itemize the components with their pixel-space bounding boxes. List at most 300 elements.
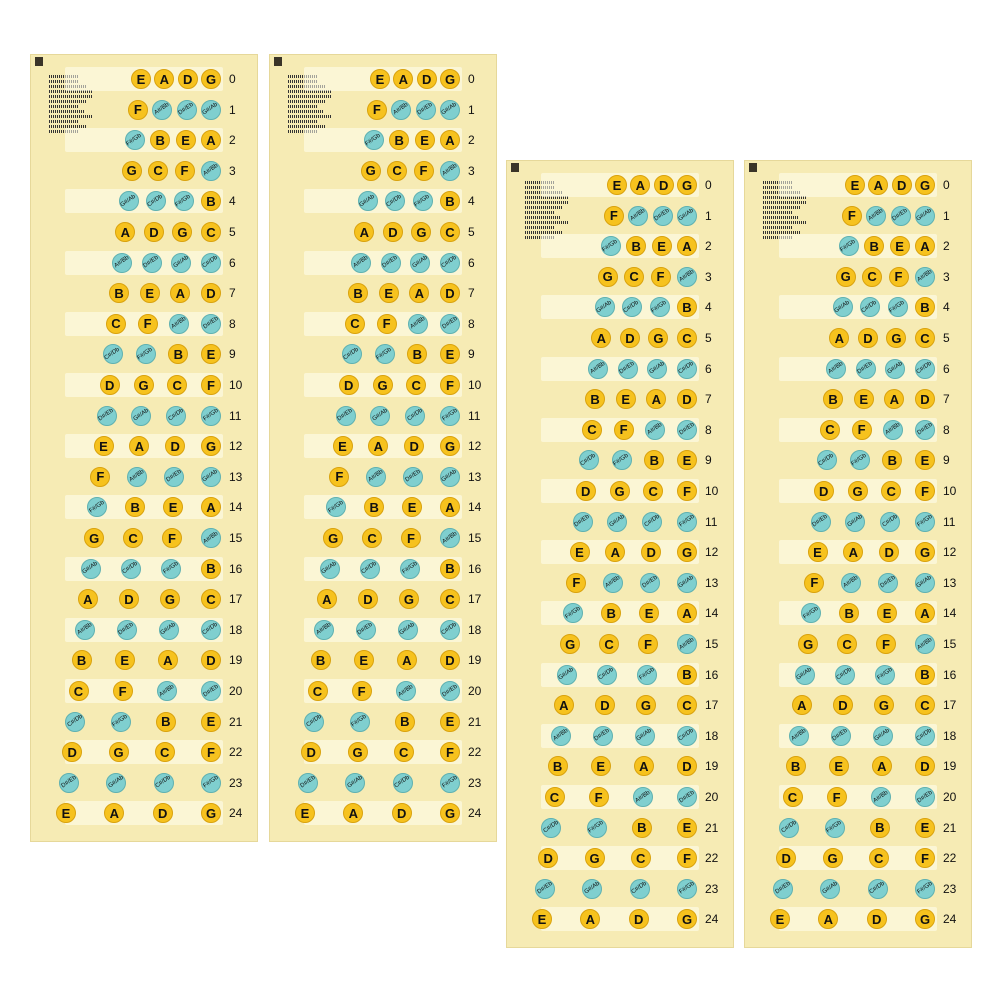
- accidental-note-sticker: G#/Ab: [171, 253, 191, 273]
- natural-note-sticker: G: [677, 542, 697, 562]
- natural-note-sticker: E: [854, 389, 874, 409]
- fret-row: [541, 785, 699, 809]
- accidental-note-sticker: F#/Gb: [350, 712, 370, 732]
- natural-note-sticker: D: [892, 175, 912, 195]
- accidental-note-sticker: D#/Eb: [177, 100, 197, 120]
- accidental-note-sticker: C#/Db: [835, 665, 855, 685]
- accidental-note-sticker: D#/Eb: [142, 253, 162, 273]
- natural-note-sticker: G: [915, 542, 935, 562]
- natural-note-sticker: E: [607, 175, 627, 195]
- natural-note-sticker: D: [404, 436, 424, 456]
- natural-note-sticker: C: [123, 528, 143, 548]
- fret-number: 17: [705, 698, 719, 713]
- accidental-note-sticker: A#/Bb: [866, 206, 886, 226]
- accidental-note-sticker: G#/Ab: [845, 512, 865, 532]
- natural-note-sticker: D: [677, 756, 697, 776]
- accidental-note-sticker: A#/Bb: [440, 528, 460, 548]
- fretboard-sticker-sheet: [744, 160, 972, 948]
- natural-note-sticker: G: [677, 175, 697, 195]
- accidental-note-sticker: G#/Ab: [320, 559, 340, 579]
- fret-number: 19: [943, 759, 957, 774]
- accidental-note-sticker: C#/Db: [342, 344, 362, 364]
- natural-note-sticker: C: [440, 222, 460, 242]
- fret-number: 0: [705, 178, 712, 192]
- natural-note-sticker: G: [399, 589, 419, 609]
- natural-note-sticker: D: [383, 222, 403, 242]
- natural-note-sticker: F: [889, 267, 909, 287]
- accidental-note-sticker: F#/Gb: [888, 297, 908, 317]
- fret-number: 14: [943, 606, 957, 621]
- natural-note-sticker: B: [601, 603, 621, 623]
- natural-note-sticker: E: [131, 69, 151, 89]
- accidental-note-sticker: D#/Eb: [593, 726, 613, 746]
- fret-number: 18: [468, 622, 482, 637]
- natural-note-sticker: A: [677, 236, 697, 256]
- natural-note-sticker: F: [677, 848, 697, 868]
- natural-note-sticker: A: [630, 175, 650, 195]
- natural-note-sticker: C: [167, 375, 187, 395]
- fret-row: [779, 846, 937, 870]
- natural-note-sticker: B: [395, 712, 415, 732]
- accidental-note-sticker: A#/Bb: [152, 100, 172, 120]
- natural-note-sticker: B: [786, 756, 806, 776]
- natural-note-sticker: F: [638, 634, 658, 654]
- fret-row: [541, 295, 699, 319]
- natural-note-sticker: F: [367, 100, 387, 120]
- fret-number: 24: [705, 912, 719, 927]
- natural-note-sticker: E: [140, 283, 160, 303]
- fret-number: 16: [943, 667, 957, 682]
- natural-note-sticker: D: [858, 328, 878, 348]
- fret-number: 10: [943, 484, 957, 498]
- accidental-note-sticker: G#/Ab: [410, 253, 430, 273]
- accidental-note-sticker: D#/Eb: [856, 359, 876, 379]
- natural-note-sticker: C: [362, 528, 382, 548]
- natural-note-sticker: G: [874, 695, 894, 715]
- natural-note-sticker: C: [155, 742, 175, 762]
- accidental-note-sticker: G#/Ab: [647, 359, 667, 379]
- natural-note-sticker: A: [829, 328, 849, 348]
- natural-note-sticker: C: [599, 634, 619, 654]
- accidental-note-sticker: C#/Db: [779, 818, 799, 838]
- fret-number: 7: [468, 286, 475, 301]
- natural-note-sticker: E: [591, 756, 611, 776]
- fret-number: 8: [229, 316, 236, 331]
- natural-note-sticker: A: [440, 130, 460, 150]
- natural-note-sticker: E: [677, 450, 697, 470]
- accidental-note-sticker: F#/Gb: [915, 879, 935, 899]
- natural-note-sticker: B: [864, 236, 884, 256]
- accidental-note-sticker: A#/Bb: [201, 528, 221, 548]
- accidental-note-sticker: F#/Gb: [364, 130, 384, 150]
- accidental-note-sticker: F#/Gb: [440, 406, 460, 426]
- natural-note-sticker: B: [632, 818, 652, 838]
- accidental-note-sticker: A#/Bb: [127, 467, 147, 487]
- natural-note-sticker: F: [827, 787, 847, 807]
- natural-note-sticker: F: [589, 787, 609, 807]
- natural-note-sticker: A: [397, 650, 417, 670]
- natural-note-sticker: A: [115, 222, 135, 242]
- natural-note-sticker: D: [814, 481, 834, 501]
- fret-number: 9: [943, 453, 950, 468]
- fret-row: [304, 679, 462, 703]
- fret-number: 1: [705, 208, 712, 223]
- accidental-note-sticker: A#/Bb: [588, 359, 608, 379]
- sheet-tab: [749, 163, 757, 172]
- natural-note-sticker: F: [128, 100, 148, 120]
- natural-note-sticker: D: [440, 283, 460, 303]
- accidental-note-sticker: C#/Db: [630, 879, 650, 899]
- fret-number: 11: [943, 514, 956, 529]
- fret-number: 19: [229, 653, 243, 668]
- natural-note-sticker: F: [566, 573, 586, 593]
- natural-note-sticker: E: [354, 650, 374, 670]
- natural-note-sticker: C: [545, 787, 565, 807]
- natural-note-sticker: D: [119, 589, 139, 609]
- natural-note-sticker: G: [109, 742, 129, 762]
- natural-note-sticker: G: [440, 803, 460, 823]
- natural-note-sticker: C: [915, 695, 935, 715]
- accidental-note-sticker: G#/Ab: [201, 100, 221, 120]
- fret-number: 23: [468, 775, 482, 790]
- natural-note-sticker: A: [634, 756, 654, 776]
- natural-note-sticker: C: [837, 634, 857, 654]
- fret-number: 21: [229, 714, 243, 729]
- natural-note-sticker: D: [62, 742, 82, 762]
- fret-number: 3: [705, 269, 712, 284]
- fret-row: [304, 801, 462, 825]
- natural-note-sticker: B: [201, 191, 221, 211]
- accidental-note-sticker: F#/Gb: [915, 512, 935, 532]
- natural-note-sticker: G: [915, 909, 935, 929]
- accidental-note-sticker: C#/Db: [579, 450, 599, 470]
- fret-number: 20: [468, 684, 482, 698]
- natural-note-sticker: G: [648, 328, 668, 348]
- accidental-note-sticker: G#/Ab: [358, 191, 378, 211]
- natural-note-sticker: B: [311, 650, 331, 670]
- natural-note-sticker: F: [162, 528, 182, 548]
- fret-number: 5: [705, 331, 712, 345]
- fret-number: 1: [229, 102, 236, 117]
- fret-number: 12: [468, 439, 482, 454]
- fret-number: 16: [705, 667, 719, 682]
- accidental-note-sticker: F#/Gb: [677, 879, 697, 899]
- fret-number: 14: [229, 500, 243, 515]
- accidental-note-sticker: C#/Db: [393, 773, 413, 793]
- accidental-note-sticker: C#/Db: [915, 359, 935, 379]
- natural-note-sticker: A: [591, 328, 611, 348]
- natural-note-sticker: F: [915, 481, 935, 501]
- fret-number: 10: [229, 378, 243, 392]
- natural-note-sticker: F: [440, 375, 460, 395]
- natural-note-sticker: F: [401, 528, 421, 548]
- natural-note-sticker: E: [532, 909, 552, 929]
- fret-number: 1: [943, 208, 950, 223]
- natural-note-sticker: E: [295, 803, 315, 823]
- accidental-note-sticker: F#/Gb: [801, 603, 821, 623]
- accidental-note-sticker: C#/Db: [121, 559, 141, 579]
- natural-note-sticker: A: [884, 389, 904, 409]
- natural-note-sticker: B: [626, 236, 646, 256]
- accidental-note-sticker: F#/Gb: [201, 406, 221, 426]
- fret-number: 9: [468, 347, 475, 362]
- accidental-note-sticker: F#/Gb: [875, 665, 895, 685]
- accidental-note-sticker: D#/Eb: [381, 253, 401, 273]
- natural-note-sticker: E: [415, 130, 435, 150]
- fret-number: 23: [943, 881, 957, 896]
- accidental-note-sticker: C#/Db: [65, 712, 85, 732]
- natural-note-sticker: F: [352, 681, 372, 701]
- natural-note-sticker: B: [348, 283, 368, 303]
- fret-number: 21: [468, 714, 482, 729]
- fret-number: 15: [229, 531, 243, 545]
- accidental-note-sticker: C#/Db: [146, 191, 166, 211]
- fret-number: 22: [705, 851, 719, 866]
- fret-number: 2: [229, 133, 236, 148]
- natural-note-sticker: F: [804, 573, 824, 593]
- natural-note-sticker: A: [201, 497, 221, 517]
- natural-note-sticker: E: [770, 909, 790, 929]
- natural-note-sticker: E: [890, 236, 910, 256]
- accidental-note-sticker: F#/Gb: [563, 603, 583, 623]
- accidental-note-sticker: C#/Db: [405, 406, 425, 426]
- accidental-note-sticker: A#/Bb: [440, 161, 460, 181]
- fret-number: 19: [705, 759, 719, 774]
- fret-row: [65, 740, 223, 764]
- natural-note-sticker: D: [144, 222, 164, 242]
- natural-note-sticker: B: [440, 191, 460, 211]
- fret-number: 23: [229, 775, 243, 790]
- accidental-note-sticker: F#/Gb: [839, 236, 859, 256]
- sheet-tab: [274, 57, 282, 66]
- accidental-note-sticker: A#/Bb: [314, 620, 334, 640]
- natural-note-sticker: D: [677, 389, 697, 409]
- fret-number: 16: [468, 561, 482, 576]
- accidental-note-sticker: C#/Db: [597, 665, 617, 685]
- natural-note-sticker: D: [392, 803, 412, 823]
- fret-number: 17: [943, 698, 957, 713]
- natural-note-sticker: A: [104, 803, 124, 823]
- natural-note-sticker: B: [882, 450, 902, 470]
- accidental-note-sticker: D#/Eb: [117, 620, 137, 640]
- fret-row: [65, 189, 223, 213]
- sheet-tab: [35, 57, 43, 66]
- natural-note-sticker: C: [624, 267, 644, 287]
- accidental-note-sticker: C#/Db: [642, 512, 662, 532]
- fret-number: 2: [705, 239, 712, 254]
- natural-note-sticker: A: [915, 603, 935, 623]
- natural-note-sticker: E: [94, 436, 114, 456]
- accidental-note-sticker: G#/Ab: [119, 191, 139, 211]
- natural-note-sticker: C: [440, 589, 460, 609]
- accidental-note-sticker: F#/Gb: [413, 191, 433, 211]
- accidental-note-sticker: A#/Bb: [826, 359, 846, 379]
- natural-note-sticker: G: [823, 848, 843, 868]
- natural-note-sticker: C: [915, 328, 935, 348]
- accidental-note-sticker: C#/Db: [103, 344, 123, 364]
- natural-note-sticker: D: [417, 69, 437, 89]
- natural-note-sticker: F: [90, 467, 110, 487]
- accidental-note-sticker: D#/Eb: [416, 100, 436, 120]
- accidental-note-sticker: F#/Gb: [326, 497, 346, 517]
- natural-note-sticker: C: [387, 161, 407, 181]
- accidental-note-sticker: D#/Eb: [336, 406, 356, 426]
- natural-note-sticker: G: [585, 848, 605, 868]
- natural-note-sticker: B: [201, 559, 221, 579]
- accidental-note-sticker: C#/Db: [385, 191, 405, 211]
- fret-number: 18: [229, 622, 243, 637]
- natural-note-sticker: F: [113, 681, 133, 701]
- fret-number: 20: [705, 790, 719, 804]
- natural-note-sticker: B: [168, 344, 188, 364]
- accidental-note-sticker: G#/Ab: [582, 879, 602, 899]
- fret-row: [65, 801, 223, 825]
- natural-note-sticker: E: [677, 818, 697, 838]
- accidental-note-sticker: A#/Bb: [408, 314, 428, 334]
- natural-note-sticker: G: [348, 742, 368, 762]
- natural-note-sticker: A: [677, 603, 697, 623]
- fret-number: 21: [705, 820, 719, 835]
- natural-note-sticker: F: [138, 314, 158, 334]
- accidental-note-sticker: A#/Bb: [915, 267, 935, 287]
- natural-note-sticker: B: [72, 650, 92, 670]
- natural-note-sticker: B: [677, 297, 697, 317]
- fret-number: 8: [943, 422, 950, 437]
- natural-note-sticker: C: [148, 161, 168, 181]
- fret-number: 13: [229, 469, 243, 484]
- accidental-note-sticker: F#/Gb: [825, 818, 845, 838]
- natural-note-sticker: D: [879, 542, 899, 562]
- natural-note-sticker: C: [869, 848, 889, 868]
- natural-note-sticker: A: [440, 497, 460, 517]
- accidental-note-sticker: A#/Bb: [201, 161, 221, 181]
- accidental-note-sticker: G#/Ab: [440, 100, 460, 120]
- natural-note-sticker: G: [440, 69, 460, 89]
- fret-number: 9: [705, 453, 712, 468]
- fret-row: [65, 679, 223, 703]
- natural-note-sticker: F: [377, 314, 397, 334]
- fret-number: 5: [468, 225, 475, 239]
- accidental-note-sticker: C#/Db: [166, 406, 186, 426]
- accidental-note-sticker: C#/Db: [440, 253, 460, 273]
- fret-number: 4: [229, 194, 236, 209]
- fret-number: 14: [468, 500, 482, 515]
- natural-note-sticker: E: [333, 436, 353, 456]
- natural-note-sticker: B: [870, 818, 890, 838]
- natural-note-sticker: E: [845, 175, 865, 195]
- accidental-note-sticker: D#/Eb: [677, 420, 697, 440]
- natural-note-sticker: E: [115, 650, 135, 670]
- accidental-note-sticker: C#/Db: [868, 879, 888, 899]
- fret-number: 8: [468, 316, 475, 331]
- accidental-note-sticker: D#/Eb: [573, 512, 593, 532]
- fret-row: [541, 907, 699, 931]
- fret-number: 2: [468, 133, 475, 148]
- fret-number: 7: [943, 392, 950, 407]
- natural-note-sticker: E: [829, 756, 849, 776]
- accidental-note-sticker: D#/Eb: [535, 879, 555, 899]
- accidental-note-sticker: D#/Eb: [440, 681, 460, 701]
- natural-note-sticker: G: [677, 909, 697, 929]
- natural-note-sticker: G: [84, 528, 104, 548]
- natural-note-sticker: A: [646, 389, 666, 409]
- fret-number: 19: [468, 653, 482, 668]
- fret-number: 18: [705, 728, 719, 743]
- accidental-note-sticker: G#/Ab: [440, 467, 460, 487]
- natural-note-sticker: D: [440, 650, 460, 670]
- fret-number: 24: [943, 912, 957, 927]
- fret-row: [304, 189, 462, 213]
- fret-row: [779, 785, 937, 809]
- natural-note-sticker: E: [201, 344, 221, 364]
- accidental-note-sticker: D#/Eb: [97, 406, 117, 426]
- natural-note-sticker: D: [538, 848, 558, 868]
- natural-note-sticker: E: [163, 497, 183, 517]
- natural-note-sticker: G: [440, 436, 460, 456]
- natural-note-sticker: B: [156, 712, 176, 732]
- fretboard-sticker-sheet: [269, 54, 497, 842]
- accidental-note-sticker: G#/Ab: [201, 467, 221, 487]
- accidental-note-sticker: A#/Bb: [915, 634, 935, 654]
- natural-note-sticker: D: [301, 742, 321, 762]
- natural-note-sticker: B: [150, 130, 170, 150]
- natural-note-sticker: B: [823, 389, 843, 409]
- accidental-note-sticker: A#/Bb: [871, 787, 891, 807]
- natural-note-sticker: C: [406, 375, 426, 395]
- natural-note-sticker: B: [548, 756, 568, 776]
- natural-note-sticker: C: [881, 481, 901, 501]
- natural-note-sticker: D: [201, 283, 221, 303]
- natural-note-sticker: C: [394, 742, 414, 762]
- natural-note-sticker: C: [69, 681, 89, 701]
- accidental-note-sticker: D#/Eb: [201, 314, 221, 334]
- natural-note-sticker: G: [848, 481, 868, 501]
- accidental-note-sticker: F#/Gb: [87, 497, 107, 517]
- fret-number: 7: [229, 286, 236, 301]
- fret-number: 22: [943, 851, 957, 866]
- natural-note-sticker: A: [393, 69, 413, 89]
- natural-note-sticker: B: [644, 450, 664, 470]
- accidental-note-sticker: F#/Gb: [850, 450, 870, 470]
- accidental-note-sticker: G#/Ab: [885, 359, 905, 379]
- accidental-note-sticker: F#/Gb: [677, 512, 697, 532]
- accidental-note-sticker: C#/Db: [440, 620, 460, 640]
- natural-note-sticker: F: [842, 206, 862, 226]
- natural-note-sticker: A: [354, 222, 374, 242]
- natural-note-sticker: E: [652, 236, 672, 256]
- accidental-note-sticker: C#/Db: [622, 297, 642, 317]
- accidental-note-sticker: A#/Bb: [677, 267, 697, 287]
- natural-note-sticker: D: [100, 375, 120, 395]
- natural-note-sticker: F: [604, 206, 624, 226]
- accidental-note-sticker: A#/Bb: [112, 253, 132, 273]
- accidental-note-sticker: D#/Eb: [59, 773, 79, 793]
- natural-note-sticker: G: [886, 328, 906, 348]
- accidental-note-sticker: D#/Eb: [878, 573, 898, 593]
- fret-number: 6: [943, 361, 950, 376]
- accidental-note-sticker: F#/Gb: [400, 559, 420, 579]
- natural-note-sticker: C: [677, 695, 697, 715]
- natural-note-sticker: D: [178, 69, 198, 89]
- natural-note-sticker: E: [915, 450, 935, 470]
- fret-row: [779, 907, 937, 931]
- fret-number: 11: [229, 408, 242, 423]
- accidental-note-sticker: G#/Ab: [607, 512, 627, 532]
- natural-note-sticker: G: [201, 436, 221, 456]
- natural-note-sticker: G: [160, 589, 180, 609]
- accidental-note-sticker: A#/Bb: [366, 467, 386, 487]
- fret-number: 0: [229, 72, 236, 86]
